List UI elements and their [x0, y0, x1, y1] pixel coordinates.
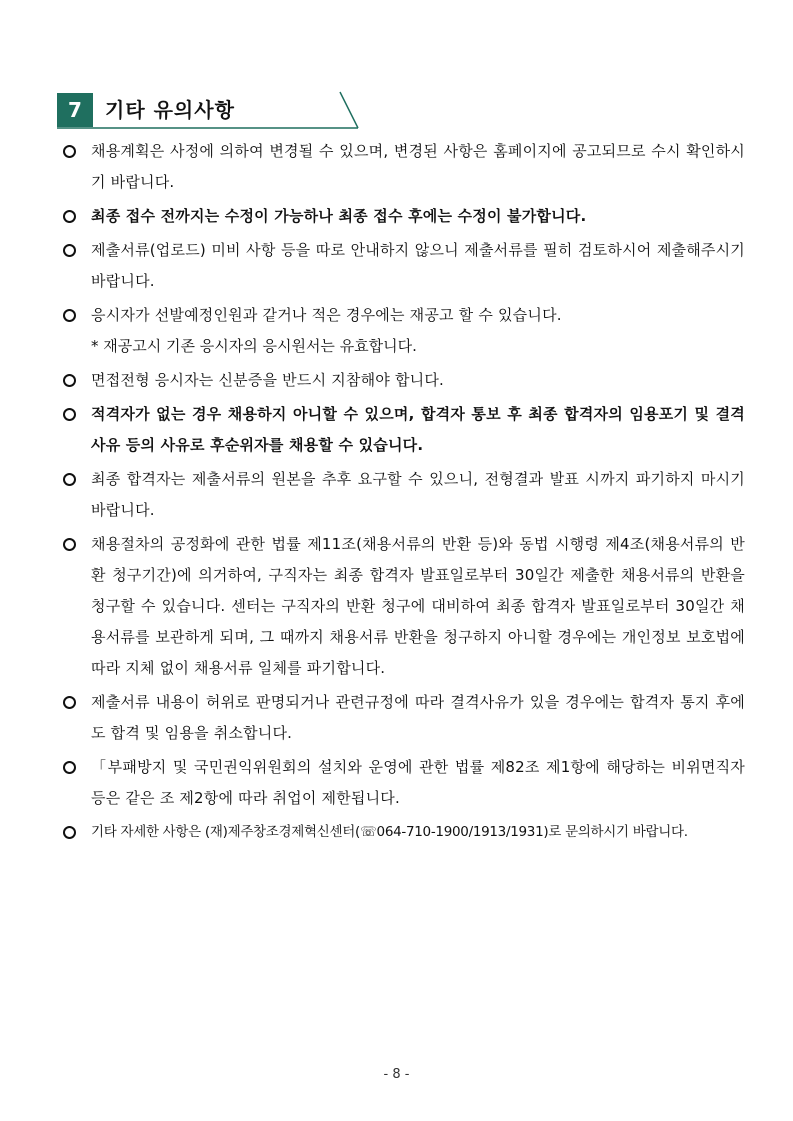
list-item-text: 「부패방지 및 국민권익위원회의 설치와 운영에 관한 법률 제82조 제1항에 해당하는 비위면직자 등은 같은 조 제2항에 따라 취업이 제한됩니다. — [91, 758, 745, 807]
list-item-text: 채용절차의 공정화에 관한 법률 제11조(채용서류의 반환 등)와 동법 시행령 제4조(채용서류의 반환 청구기간)에 의거하여, 구직자는 최종 합격자 발표일로부터 30일간 제출한 채용서류의 반환을 청구할 수 있습니다. 센터는 구직자의 반환 청구에 대비하여 최종 합격자 발표일로부터 30일간 채용서류를 보관하게 되며, 그 때까지 채용서류 반환을 청구하지 아니할 경우에는 개인정보 보호법에 따라 지체 없이 채용서류 일체를 파기합니다. — [91, 535, 745, 677]
section-title: 기타 유의사항 — [105, 98, 235, 122]
list-item-text: 기타 자세한 사항은 (재)제주창조경제혁신센터(☏064-710-1900/1913/1931)로 문의하시기 바랍니다. — [91, 824, 688, 840]
list-item — [63, 201, 745, 232]
list-item — [63, 399, 745, 461]
page-number: - 8 - — [383, 1067, 410, 1082]
list-item-text: 채용계획은 사정에 의하여 변경될 수 있으며, 변경된 사항은 홈페이지에 공고되므로 수시 확인하시기 바랍니다. — [91, 142, 745, 191]
circle-bullet-icon — [63, 473, 76, 486]
list-item-text: 적격자가 없는 경우 채용하지 아니할 수 있으며, 합격자 통보 후 최종 합격자의 임용포기 및 결격사유 등의 사유로 후순위자를 채용할 수 있습니다. — [91, 405, 745, 454]
list-item — [63, 136, 745, 198]
list-item-text: 최종 합격자는 제출서류의 원본을 추후 요구할 수 있으니, 전형결과 발표 시까지 파기하지 마시기 바랍니다. — [91, 470, 745, 519]
list-item — [63, 752, 745, 814]
list-item — [63, 464, 745, 526]
circle-bullet-icon — [63, 408, 76, 421]
list-item — [63, 365, 745, 396]
circle-bullet-icon — [63, 538, 76, 551]
circle-bullet-icon — [63, 826, 76, 839]
list-item — [63, 300, 745, 331]
circle-bullet-icon — [63, 309, 76, 322]
circle-bullet-icon — [63, 374, 76, 387]
section-header — [57, 90, 359, 130]
circle-bullet-icon — [63, 696, 76, 709]
list-item-text: 최종 접수 전까지는 수정이 가능하나 최종 접수 후에는 수정이 불가합니다. — [91, 207, 587, 225]
list-item — [63, 529, 745, 684]
section-number: 7 — [57, 93, 93, 127]
circle-bullet-icon — [63, 761, 76, 774]
list-item — [63, 235, 745, 297]
notice-list — [63, 136, 745, 848]
list-item-text: 응시자가 선발예정인원과 같거나 적은 경우에는 재공고 할 수 있습니다. — [91, 306, 562, 324]
list-item-text: 제출서류(업로드) 미비 사항 등을 따로 안내하지 않으니 제출서류를 필히 검토하시어 제출해주시기 바랍니다. — [91, 241, 745, 290]
circle-bullet-icon — [63, 244, 76, 257]
circle-bullet-icon — [63, 145, 76, 158]
list-item — [63, 687, 745, 749]
list-item-note: * 재공고시 기존 응시자의 응시원서는 유효합니다. — [91, 337, 417, 355]
list-item — [63, 817, 745, 848]
circle-bullet-icon — [63, 210, 76, 223]
list-item-text: 제출서류 내용이 허위로 판명되거나 관련규정에 따라 결격사유가 있을 경우에는 합격자 통지 후에도 합격 및 임용을 취소합니다. — [91, 693, 745, 742]
list-item-text: 면접전형 응시자는 신분증을 반드시 지참해야 합니다. — [91, 371, 444, 389]
